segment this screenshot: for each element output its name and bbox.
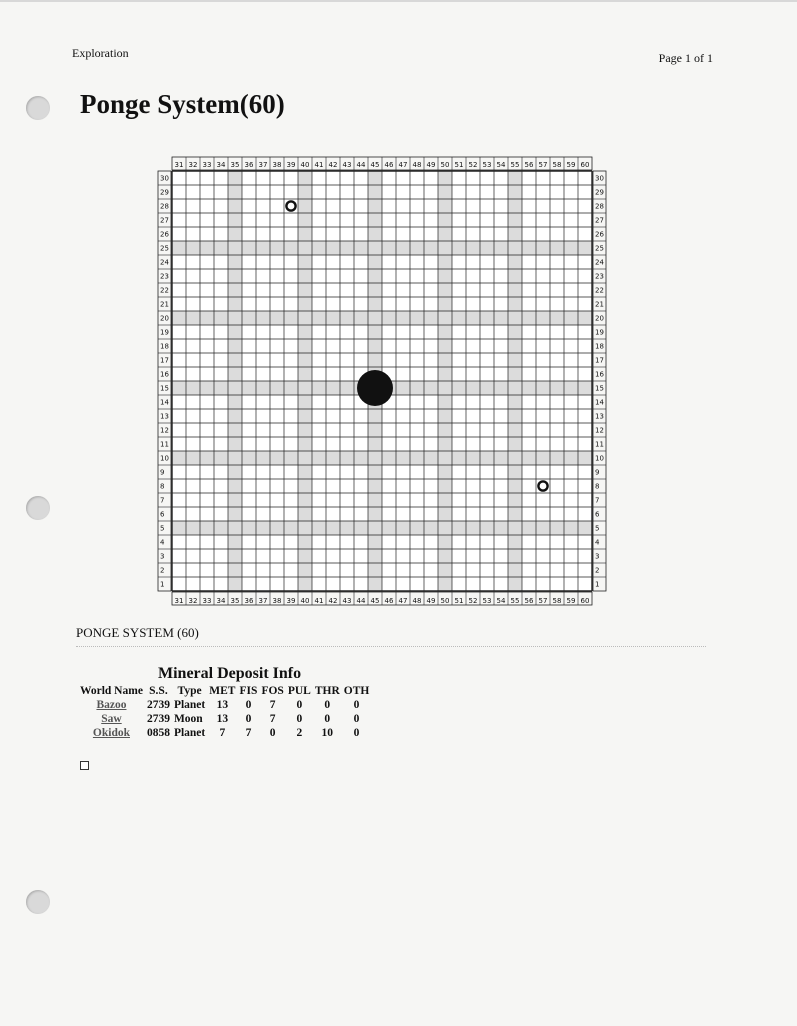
x-axis-label-bottom: 46 (384, 597, 394, 605)
y-axis-label-left: 24 (160, 258, 169, 267)
x-axis-label-top: 33 (202, 161, 212, 169)
x-axis-label-top: 46 (384, 161, 394, 169)
cell-oth: 0 (353, 727, 360, 739)
x-axis-label-bottom: 45 (370, 597, 380, 605)
y-axis-label-left: 30 (160, 174, 169, 183)
mineral-deposit-table (78, 684, 371, 740)
y-axis-label-right: 13 (595, 412, 604, 421)
y-axis-label-left: 18 (160, 342, 169, 351)
col-pul: PUL (287, 685, 311, 697)
cell-thr: 0 (324, 699, 331, 711)
table-row (78, 712, 371, 726)
table-row (78, 726, 371, 740)
y-axis-label-left: 20 (160, 314, 169, 323)
world-link-bazoo[interactable]: Bazoo (96, 699, 127, 711)
cell-ss: 0858 (146, 727, 170, 739)
x-axis-label-top: 41 (314, 161, 324, 169)
x-axis-label-bottom: 49 (426, 597, 436, 605)
cell-thr: 10 (321, 727, 334, 739)
x-axis-label-top: 59 (566, 161, 576, 169)
y-axis-label-left: 17 (160, 356, 169, 365)
world-link-saw[interactable]: Saw (101, 713, 122, 725)
col-world-name: World Name (80, 685, 143, 697)
x-axis-label-bottom: 38 (272, 597, 282, 605)
x-axis-label-bottom: 39 (286, 597, 296, 605)
x-axis-label-bottom: 41 (314, 597, 324, 605)
y-axis-label-right: 24 (595, 258, 604, 267)
y-axis-label-right: 23 (595, 272, 604, 281)
cell-ss: 2739 (146, 713, 170, 725)
x-axis-label-top: 60 (580, 161, 590, 169)
y-axis-label-right: 30 (595, 174, 604, 183)
binder-hole-bottom (26, 890, 50, 914)
x-axis-label-top: 50 (440, 161, 450, 169)
x-axis-label-bottom: 33 (202, 597, 212, 605)
x-axis-label-top: 51 (454, 161, 464, 169)
system-map (156, 155, 604, 610)
mineral-deposit-title: Mineral Deposit Info (158, 665, 302, 682)
col-ss: S.S. (149, 685, 168, 697)
x-axis-label-top: 48 (412, 161, 422, 169)
col-fos: FOS (261, 685, 284, 697)
x-axis-label-top: 34 (216, 161, 226, 169)
y-axis-label-right: 11 (595, 440, 604, 449)
x-axis-label-top: 35 (230, 161, 240, 169)
y-axis-label-right: 20 (595, 314, 604, 323)
y-axis-label-left: 21 (160, 300, 169, 309)
x-axis-label-bottom: 42 (328, 597, 338, 605)
y-axis-label-right: 6 (595, 510, 600, 519)
y-axis-label-right: 25 (595, 244, 604, 253)
x-axis-label-bottom: 60 (580, 597, 590, 605)
cell-fis: 0 (245, 699, 252, 711)
y-axis-label-left: 25 (160, 244, 169, 253)
y-axis-label-right: 27 (595, 216, 604, 225)
y-axis-label-left: 1 (160, 580, 165, 589)
x-axis-label-bottom: 37 (258, 597, 268, 605)
x-axis-label-bottom: 58 (552, 597, 562, 605)
cell-oth: 0 (353, 699, 360, 711)
x-axis-label-bottom: 55 (510, 597, 520, 605)
col-thr: THR (314, 685, 340, 697)
x-axis-label-top: 40 (300, 161, 310, 169)
x-axis-label-top: 52 (468, 161, 478, 169)
cell-fos: 7 (269, 699, 276, 711)
y-axis-label-left: 2 (160, 566, 165, 575)
y-axis-label-right: 17 (595, 356, 604, 365)
cell-ss: 2739 (146, 699, 170, 711)
y-axis-label-left: 8 (160, 482, 165, 491)
col-type: Type (177, 685, 202, 697)
divider (76, 646, 706, 647)
y-axis-label-left: 22 (160, 286, 169, 295)
system-map-grid (156, 155, 604, 605)
y-axis-label-left: 10 (160, 454, 169, 463)
cell-pul: 0 (296, 713, 303, 725)
y-axis-label-right: 12 (595, 426, 604, 435)
y-axis-label-left: 11 (160, 440, 169, 449)
y-axis-label-right: 1 (595, 580, 600, 589)
x-axis-label-top: 58 (552, 161, 562, 169)
x-axis-label-bottom: 35 (230, 597, 240, 605)
cell-type: Planet (173, 699, 206, 711)
x-axis-label-top: 44 (356, 161, 366, 169)
header-page-number: Page 1 of 1 (658, 51, 713, 65)
cell-pul: 0 (296, 699, 303, 711)
x-axis-label-top: 43 (342, 161, 352, 169)
y-axis-label-left: 6 (160, 510, 165, 519)
y-axis-label-right: 8 (595, 482, 600, 491)
y-axis-label-right: 22 (595, 286, 604, 295)
x-axis-label-bottom: 32 (188, 597, 198, 605)
cell-met: 13 (216, 699, 229, 711)
y-axis-label-right: 18 (595, 342, 604, 351)
y-axis-label-left: 12 (160, 426, 169, 435)
binder-hole-middle (26, 496, 50, 520)
y-axis-label-right: 2 (595, 566, 600, 575)
cell-fos: 0 (269, 727, 276, 739)
binder-hole-top (26, 96, 50, 120)
cell-met: 7 (219, 727, 226, 739)
x-axis-label-bottom: 40 (300, 597, 310, 605)
y-axis-label-right: 16 (595, 370, 604, 379)
x-axis-label-bottom: 52 (468, 597, 478, 605)
col-oth: OTH (343, 685, 370, 697)
y-axis-label-left: 3 (160, 552, 165, 561)
x-axis-label-bottom: 47 (398, 597, 408, 605)
world-marker (286, 201, 295, 210)
x-axis-label-top: 32 (188, 161, 198, 169)
cell-type: Moon (173, 713, 203, 725)
x-axis-label-top: 39 (286, 161, 296, 169)
y-axis-label-left: 19 (160, 328, 169, 337)
y-axis-label-left: 23 (160, 272, 169, 281)
y-axis-label-right: 10 (595, 454, 604, 463)
x-axis-label-bottom: 36 (244, 597, 254, 605)
x-axis-label-bottom: 34 (216, 597, 226, 605)
cell-fis: 0 (245, 713, 252, 725)
x-axis-label-top: 53 (482, 161, 492, 169)
y-axis-label-right: 21 (595, 300, 604, 309)
x-axis-label-top: 56 (524, 161, 534, 169)
y-axis-label-left: 9 (160, 468, 165, 477)
x-axis-label-top: 38 (272, 161, 282, 169)
y-axis-label-right: 7 (595, 496, 600, 505)
x-axis-label-bottom: 50 (440, 597, 450, 605)
y-axis-label-right: 29 (595, 188, 604, 197)
x-axis-label-bottom: 48 (412, 597, 422, 605)
y-axis-label-right: 28 (595, 202, 604, 211)
x-axis-label-top: 57 (538, 161, 548, 169)
x-axis-label-bottom: 54 (496, 597, 506, 605)
system-heading: PONGE SYSTEM (60) (76, 625, 199, 640)
world-marker (538, 481, 547, 490)
x-axis-label-bottom: 31 (174, 597, 184, 605)
cell-oth: 0 (353, 713, 360, 725)
y-axis-label-right: 4 (595, 538, 600, 547)
x-axis-label-top: 49 (426, 161, 436, 169)
x-axis-label-top: 45 (370, 161, 380, 169)
cell-met: 13 (216, 713, 229, 725)
y-axis-label-left: 4 (160, 538, 165, 547)
y-axis-label-left: 14 (160, 398, 169, 407)
x-axis-label-bottom: 53 (482, 597, 492, 605)
cell-pul: 2 (296, 727, 303, 739)
x-axis-label-top: 36 (244, 161, 254, 169)
x-axis-label-top: 42 (328, 161, 338, 169)
x-axis-label-bottom: 59 (566, 597, 576, 605)
mineral-deposit-section (78, 665, 371, 740)
y-axis-label-right: 26 (595, 230, 604, 239)
col-met: MET (209, 685, 236, 697)
y-axis-label-left: 16 (160, 370, 169, 379)
x-axis-label-top: 37 (258, 161, 268, 169)
y-axis-label-right: 15 (595, 384, 604, 393)
page-top-edge (0, 0, 797, 2)
header-section-label: Exploration (72, 46, 129, 60)
y-axis-label-left: 27 (160, 216, 169, 225)
table-header-row (78, 684, 371, 698)
col-fis: FIS (239, 685, 258, 697)
x-axis-label-top: 47 (398, 161, 408, 169)
y-axis-label-left: 15 (160, 384, 169, 393)
cell-thr: 0 (324, 713, 331, 725)
table-row (78, 698, 371, 712)
y-axis-label-left: 29 (160, 188, 169, 197)
y-axis-label-right: 3 (595, 552, 600, 561)
checkbox[interactable] (80, 761, 89, 770)
y-axis-label-right: 5 (595, 524, 600, 533)
x-axis-label-bottom: 44 (356, 597, 366, 605)
y-axis-label-left: 13 (160, 412, 169, 421)
cell-fis: 7 (245, 727, 252, 739)
y-axis-label-left: 7 (160, 496, 165, 505)
star-marker (357, 370, 393, 406)
x-axis-label-top: 55 (510, 161, 520, 169)
x-axis-label-bottom: 43 (342, 597, 352, 605)
x-axis-label-top: 54 (496, 161, 506, 169)
x-axis-label-bottom: 51 (454, 597, 464, 605)
y-axis-label-right: 19 (595, 328, 604, 337)
y-axis-label-right: 14 (595, 398, 604, 407)
x-axis-label-bottom: 57 (538, 597, 548, 605)
page-title: Ponge System(60) (80, 89, 285, 119)
y-axis-label-left: 28 (160, 202, 169, 211)
cell-fos: 7 (269, 713, 276, 725)
x-axis-label-top: 31 (174, 161, 184, 169)
y-axis-label-right: 9 (595, 468, 600, 477)
x-axis-label-bottom: 56 (524, 597, 534, 605)
cell-type: Planet (173, 727, 206, 739)
y-axis-label-left: 26 (160, 230, 169, 239)
y-axis-label-left: 5 (160, 524, 165, 533)
world-link-okidok[interactable]: Okidok (92, 727, 130, 739)
